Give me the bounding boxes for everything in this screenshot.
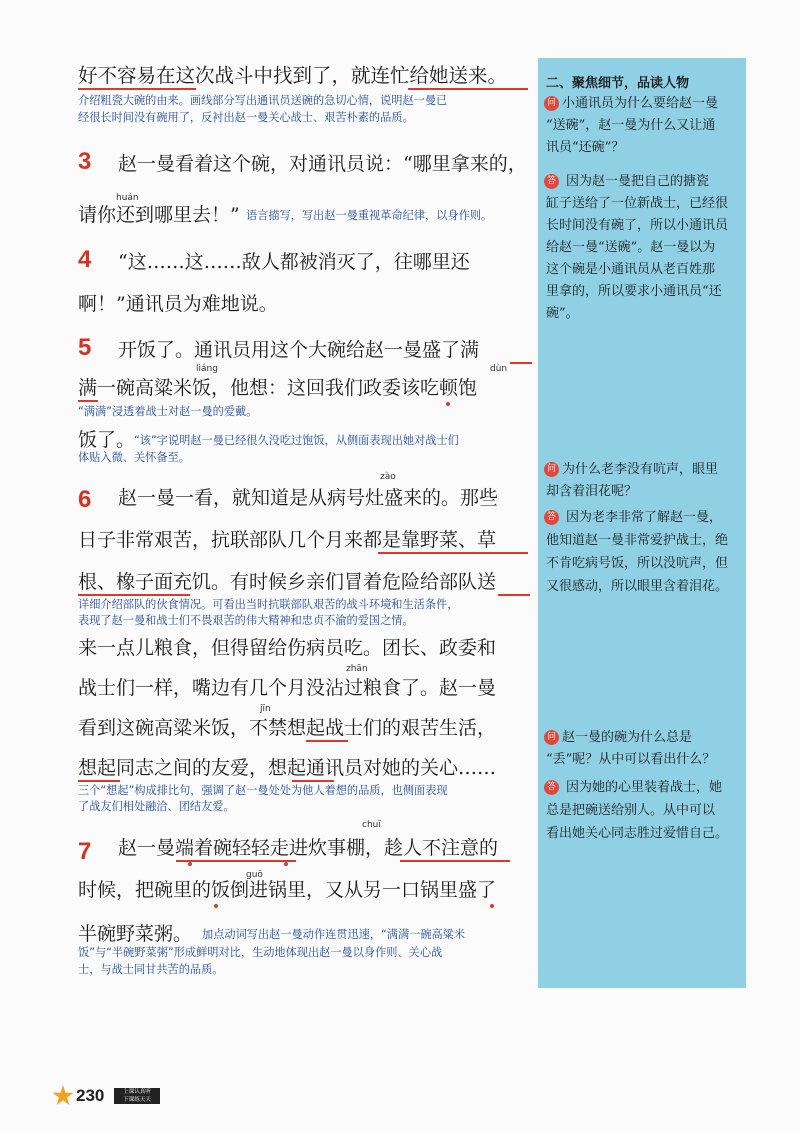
- annotation-note: 详细介绍部队的伙食情况。可看出当时抗联部队艰苦的战斗环境和生活条件，: [78, 598, 459, 611]
- annotation-note: 饭”与“半碗野菜粥”形成鲜明对比，生动地体现出赵一曼以身作则、关心战: [78, 946, 443, 959]
- emphasis-dot: [446, 402, 450, 406]
- underline-mark: [306, 740, 348, 742]
- footer-tag-line: 下课练天天: [123, 1097, 151, 1103]
- answer-icon: 答: [544, 780, 559, 795]
- underline-mark: [78, 88, 196, 90]
- question-line: “送碗”，赵一曼为什么又让通: [546, 118, 716, 133]
- underline-mark: [378, 552, 528, 554]
- question-line: “丢”呢？从中可以看出什么？: [546, 752, 716, 767]
- paragraph-line: 满一碗高粱米饭，他想：这回我们政委该吃顿饱: [78, 377, 478, 399]
- paragraph-line: 来一点儿粮食，但得留给伤病员吃。团长、政委和: [78, 637, 497, 659]
- annotation-note: 士，与战士同甘共苦的品质。: [78, 963, 224, 976]
- underline-mark: [498, 594, 530, 596]
- paragraph-number: 3: [78, 148, 92, 175]
- paragraph-line: 战士们一样，嘴边有几个月没沾过粮食了。赵一曼: [78, 677, 497, 699]
- answer-line: 缸子送给了一位新战士，已经很: [546, 196, 729, 211]
- underline-mark: [78, 780, 120, 782]
- paragraph-line: 赵一曼端着碗轻轻走进炊事棚，趁人不注意的: [118, 837, 499, 859]
- paragraph-line: 开饭了。通讯员用这个大碗给赵一曼盛了满: [118, 339, 480, 361]
- pinyin-annotation: guō: [246, 870, 263, 880]
- paragraph-line: 好不容易在这次战斗中找到了，就连忙给她送来。: [78, 64, 508, 87]
- underline-mark: [400, 860, 510, 862]
- emphasis-dot: [188, 862, 192, 866]
- answer-line: 他知道赵一曼非常爱护战士，绝: [546, 533, 729, 548]
- underline-mark: [78, 594, 190, 596]
- paragraph-line: 赵一曼看着这个碗，对通讯员说：“哪里拿来的，: [118, 153, 527, 175]
- answer-line: 这个碗是小通讯员从老百姓那: [546, 262, 716, 277]
- question-icon: 问: [544, 96, 559, 111]
- answer-icon: 答: [544, 174, 559, 189]
- underline-mark: [408, 88, 528, 90]
- paragraph-number: 5: [78, 334, 92, 361]
- paragraph-line: 日子非常艰苦，抗联部队几个月来都是靠野菜、草: [78, 529, 497, 551]
- annotation-note: 经很长时间没有碗用了，反衬出赵一曼关心战士、艰苦朴素的品质。: [78, 111, 414, 124]
- underline-mark: [510, 362, 532, 364]
- question-line: 讯员“还碗”？: [546, 140, 625, 155]
- answer-line: 里拿的，所以要求小通讯员“还: [546, 284, 722, 299]
- underline-mark: [292, 780, 334, 782]
- paragraph-line: 半碗野菜粥。: [78, 923, 193, 945]
- paragraph-number: 7: [78, 838, 92, 865]
- paragraph-line: 看到这碗高粱米饭，不禁想起战士们的艰苦生活，: [78, 717, 497, 739]
- underline-mark: [78, 400, 98, 402]
- annotation-note: 了战友们相处融洽、团结友爱。: [78, 800, 235, 813]
- page-number: 230: [76, 1086, 105, 1105]
- paragraph-line: “这……这……敌人都被消灭了，往哪里还: [118, 251, 470, 273]
- underline-mark: [176, 860, 296, 862]
- annotation-note: 体贴入微、关怀备至。: [78, 451, 190, 464]
- pinyin-annotation: dùn: [490, 364, 508, 374]
- answer-line: 长时间没有碗了，所以小通讯员: [546, 218, 729, 233]
- annotation-note: “满满”浸透着战士对赵一曼的爱戴。: [78, 405, 258, 418]
- answer-line: 因为她的心里装着战士，她: [566, 780, 723, 795]
- pinyin-annotation: zào: [380, 472, 396, 482]
- question-line: 却含着泪花呢？: [546, 484, 638, 499]
- answer-line: 因为老李非常了解赵一曼，: [566, 510, 723, 525]
- paragraph-number: 6: [78, 486, 92, 513]
- annotation-note: 语言描写，写出赵一曼重视革命纪律，以身作则。: [246, 209, 493, 222]
- pinyin-annotation: jīn: [260, 704, 271, 714]
- annotation-note: 介绍粗瓷大碗的由来。画线部分写出通讯员送碗的急切心情，说明赵一曼已: [78, 94, 448, 107]
- paragraph-line: 饭了。: [78, 429, 136, 451]
- paragraph-line: 根、橡子面充饥。有时候乡亲们冒着危险给部队送: [78, 571, 497, 593]
- sidebar-panel: [538, 58, 746, 988]
- footer-tag: [114, 1088, 160, 1104]
- annotation-note: 加点动词写出赵一曼动作连贯迅速，“满满一碗高粱米: [202, 928, 466, 941]
- pinyin-annotation: liáng: [196, 364, 218, 374]
- emphasis-dot: [284, 862, 288, 866]
- paragraph-number: 4: [78, 246, 92, 273]
- question-icon: 问: [544, 462, 559, 477]
- annotation-note: 三个“想起”构成排比句，强调了赵一曼处处为他人着想的品质，也侧面表现: [78, 784, 448, 797]
- annotation-note: 表现了赵一曼和战士们不畏艰苦的伟大精神和忠贞不渝的爱国之情。: [78, 614, 414, 627]
- paragraph-line: 啊！”通讯员为难地说。: [78, 293, 278, 315]
- emphasis-dot: [490, 904, 494, 908]
- answer-line: 不肯吃病号饭，所以没吭声，但: [546, 556, 729, 571]
- pinyin-annotation: chuī: [362, 820, 381, 830]
- answer-line: 总是把碗送给别人。从中可以: [546, 803, 716, 818]
- star-icon: [52, 1085, 74, 1107]
- question-line: 为什么老李没有吭声，眼里: [562, 462, 719, 477]
- sidebar-title: 二、聚焦细节，品读人物: [546, 76, 690, 91]
- question-icon: 问: [544, 730, 559, 745]
- question-line: 赵一曼的碗为什么总是: [562, 730, 693, 745]
- answer-line: 碗”。: [546, 306, 579, 321]
- paragraph-line: 想起同志之间的友爱，想起通讯员对她的关心……: [78, 757, 497, 779]
- paragraph-line: 请你还到哪里去！”: [78, 204, 240, 226]
- answer-icon: 答: [544, 510, 559, 525]
- emphasis-dot: [214, 904, 218, 908]
- pinyin-annotation: zhān: [346, 664, 368, 674]
- answer-line: 因为赵一曼把自己的搪瓷: [566, 174, 710, 189]
- question-line: 小通讯员为什么要给赵一曼: [562, 96, 719, 111]
- paragraph-line: 时候，把碗里的饭倒进锅里，又从另一口锅里盛了: [78, 879, 497, 901]
- pinyin-annotation: huán: [116, 193, 139, 203]
- annotation-note: “该”字说明赵一曼已经很久没吃过饱饭，从侧面表现出她对战士们: [134, 434, 459, 447]
- answer-line: 又很感动，所以眼里含着泪花。: [546, 579, 729, 594]
- answer-line: 看出她关心同志胜过爱惜自己。: [546, 826, 729, 841]
- answer-line: 给赵一曼“送碗”。赵一曼以为: [546, 240, 716, 255]
- footer-tag-line: 上课认真听: [123, 1089, 151, 1095]
- paragraph-line: 赵一曼一看，就知道是从病号灶盛来的。那些: [118, 487, 499, 509]
